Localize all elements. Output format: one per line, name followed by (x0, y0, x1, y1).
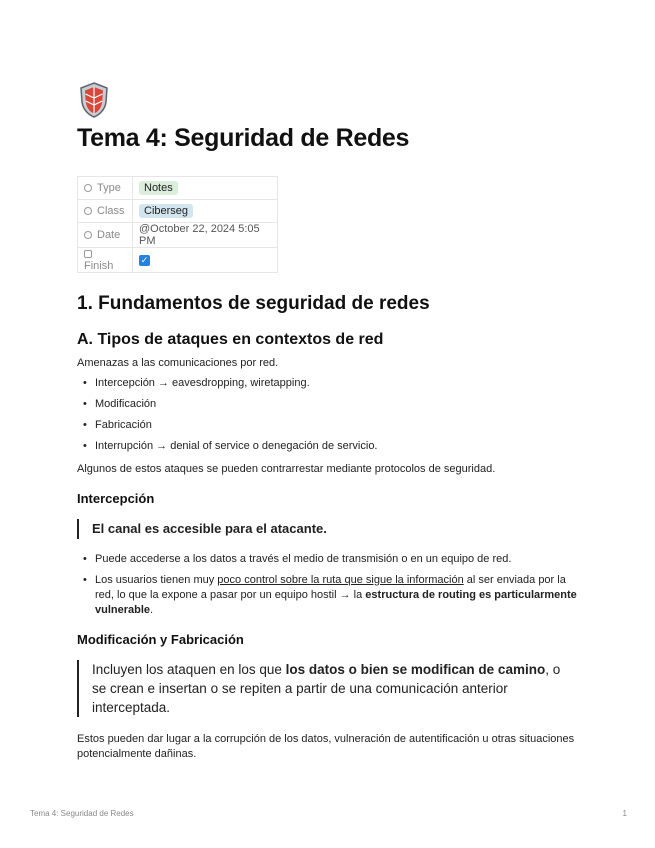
property-key: Date (97, 229, 121, 241)
list-item: • Interrupción → denial of service o denegación de servicio. (77, 439, 577, 454)
heading-intercepcion: Intercepción (77, 491, 155, 506)
page-title: Tema 4: Seguridad de Redes (77, 124, 410, 152)
list-item: • Puede accederse a los datos a través el medio de transmisión o en un equipo de red. (77, 552, 577, 567)
list-item: • Los usuarios tienen muy poco control sobre la ruta que sigue la información al ser enviada por la red, lo que la expone a pasar por un equipo hostil → la estructura de routing es particularmente vulnerable. (77, 573, 577, 618)
date-value[interactable]: @October 22, 2024 5:05 PM (139, 223, 260, 247)
property-row-class (78, 200, 278, 223)
closing-text: Estos pueden dar lugar a la corrupción de los datos, vulneración de autentificación u otras situaciones potencialmente dañinas. (77, 733, 575, 760)
quote-text: El canal es accesible para el atacante. (92, 521, 327, 536)
quote-modificacion (77, 660, 578, 717)
heading-tipos-ataques: A. Tipos de ataques en contextos de red (77, 331, 384, 348)
property-key: Type (97, 182, 121, 194)
type-tag[interactable]: Notes (139, 181, 178, 195)
finish-checkbox[interactable]: ✓ (140, 255, 149, 265)
class-tag[interactable]: Ciberseg (139, 204, 193, 218)
shield-icon (79, 82, 109, 118)
bold-text: estructura de routing es particularmente vulnerable (95, 589, 577, 616)
list-item: • Modificación (77, 397, 577, 412)
property-row-date (78, 223, 278, 248)
bold-text: los datos o bien se modifican de camino (285, 662, 546, 677)
quote-intercepcion (77, 519, 327, 539)
intercepcion-list (77, 552, 577, 618)
property-row-finish (78, 248, 278, 273)
underlined-text: poco control sobre la ruta que sigue la información (217, 574, 464, 586)
properties-table (77, 176, 278, 273)
threat-list (77, 376, 577, 454)
heading-modificacion: Modificación y Fabricación (77, 632, 244, 647)
property-row-type (78, 177, 278, 200)
property-key: Class (97, 205, 125, 217)
select-icon (84, 207, 92, 215)
page-number: 1 (622, 809, 627, 818)
clock-icon (84, 231, 92, 239)
list-item: • Fabricación (77, 418, 577, 433)
select-icon (84, 184, 92, 192)
checkbox-icon (84, 250, 92, 258)
footer-title: Tema 4: Seguridad de Redes (30, 809, 134, 818)
heading-fundamentos: 1. Fundamentos de seguridad de redes (77, 293, 430, 314)
quote-text: Incluyen los ataquen en los que los datos o bien se modifican de camino, o se crean e insertan o se repiten a partir de una comunicación anterior interceptada. (92, 662, 561, 715)
after-threats-text: Algunos de estos ataques se pueden contrarrestar mediante protocolos de seguridad. (77, 463, 496, 475)
property-key: Finish (84, 260, 114, 272)
intro-text: Amenazas a las comunicaciones por red. (77, 357, 279, 369)
list-item: • Intercepción → eavesdropping, wiretapping. (77, 376, 577, 391)
